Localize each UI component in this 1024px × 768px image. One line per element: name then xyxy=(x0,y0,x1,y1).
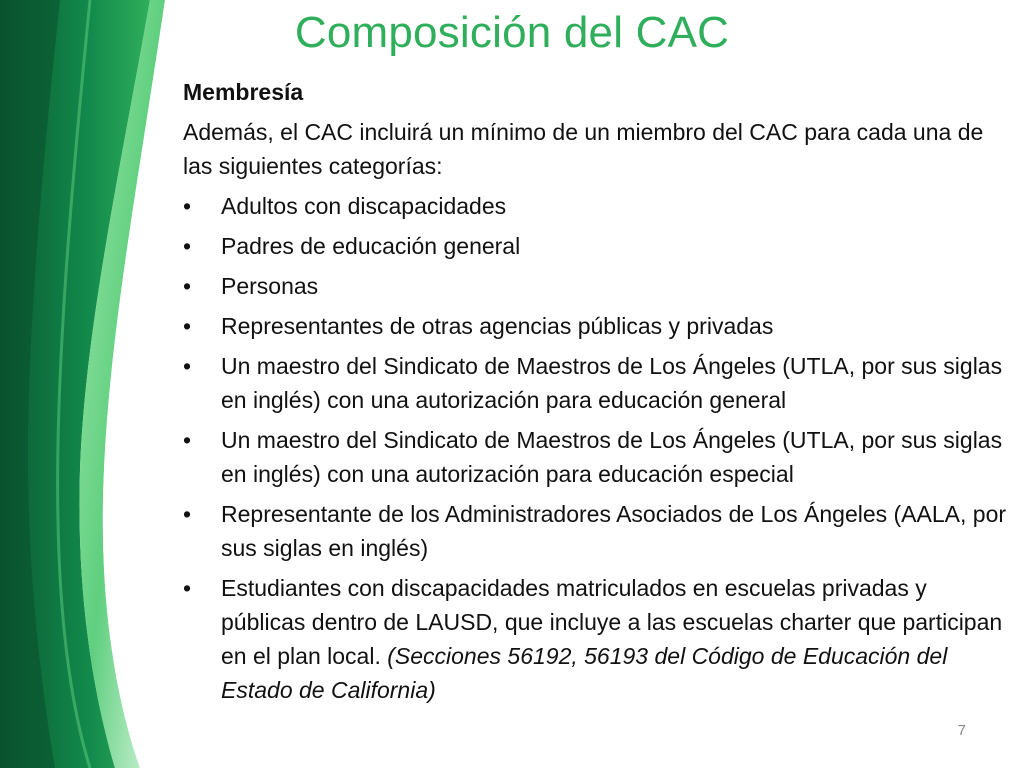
list-item xyxy=(183,269,1013,303)
list-item-text: Adultos con discapacidades xyxy=(221,193,507,219)
list-item xyxy=(183,309,1013,343)
bullet-glyph: • xyxy=(183,233,192,259)
slide-title: Composición del CAC xyxy=(294,8,730,57)
list-item-text: Padres de educación general xyxy=(221,233,521,259)
bullet-glyph: • xyxy=(183,193,192,219)
subheading: Membresía xyxy=(183,79,304,105)
bullet-glyph: • xyxy=(183,313,192,339)
list-item-text: Un maestro del Sindicato de Maestros de Los Ángeles (UTLA, por sus siglas en inglés) con una autorización para educación especial xyxy=(221,427,1003,487)
bullet-glyph: • xyxy=(183,273,192,299)
list-item-text: Representantes de otras agencias públicas y privadas xyxy=(221,313,774,339)
list-item xyxy=(183,229,1013,263)
bullet-glyph: • xyxy=(183,353,192,379)
list-item xyxy=(183,571,1013,707)
list-item xyxy=(183,349,1013,417)
list-item xyxy=(183,423,1013,491)
legal-citation: (Secciones 56192, 56193 del Código de Educación del Estado de California) xyxy=(221,643,948,703)
bullet-glyph: • xyxy=(183,501,192,527)
bullet-glyph: • xyxy=(183,575,192,601)
decorative-green-swoosh xyxy=(0,0,200,768)
list-item-text: Representante de los Administradores Asociados de Los Ángeles (AALA, por sus siglas en inglés) xyxy=(221,501,1007,561)
list-item xyxy=(183,189,1013,223)
list-item-text: Personas xyxy=(221,273,319,299)
category-list xyxy=(183,189,1013,707)
slide-body xyxy=(183,75,1013,713)
bullet-glyph: • xyxy=(183,427,192,453)
intro-paragraph: Además, el CAC incluirá un mínimo de un miembro del CAC para cada una de las siguientes categorías: xyxy=(183,119,984,179)
list-item xyxy=(183,497,1013,565)
list-item-text: Estudiantes con discapacidades matriculados en escuelas privadas y públicas dentro de LAUSD, que incluye a las escuelas charter que participan en el plan local. xyxy=(221,575,1003,669)
page-number: 7 xyxy=(957,722,966,739)
list-item-text: Un maestro del Sindicato de Maestros de Los Ángeles (UTLA, por sus siglas en inglés) con una autorización para educación general xyxy=(221,353,1003,413)
